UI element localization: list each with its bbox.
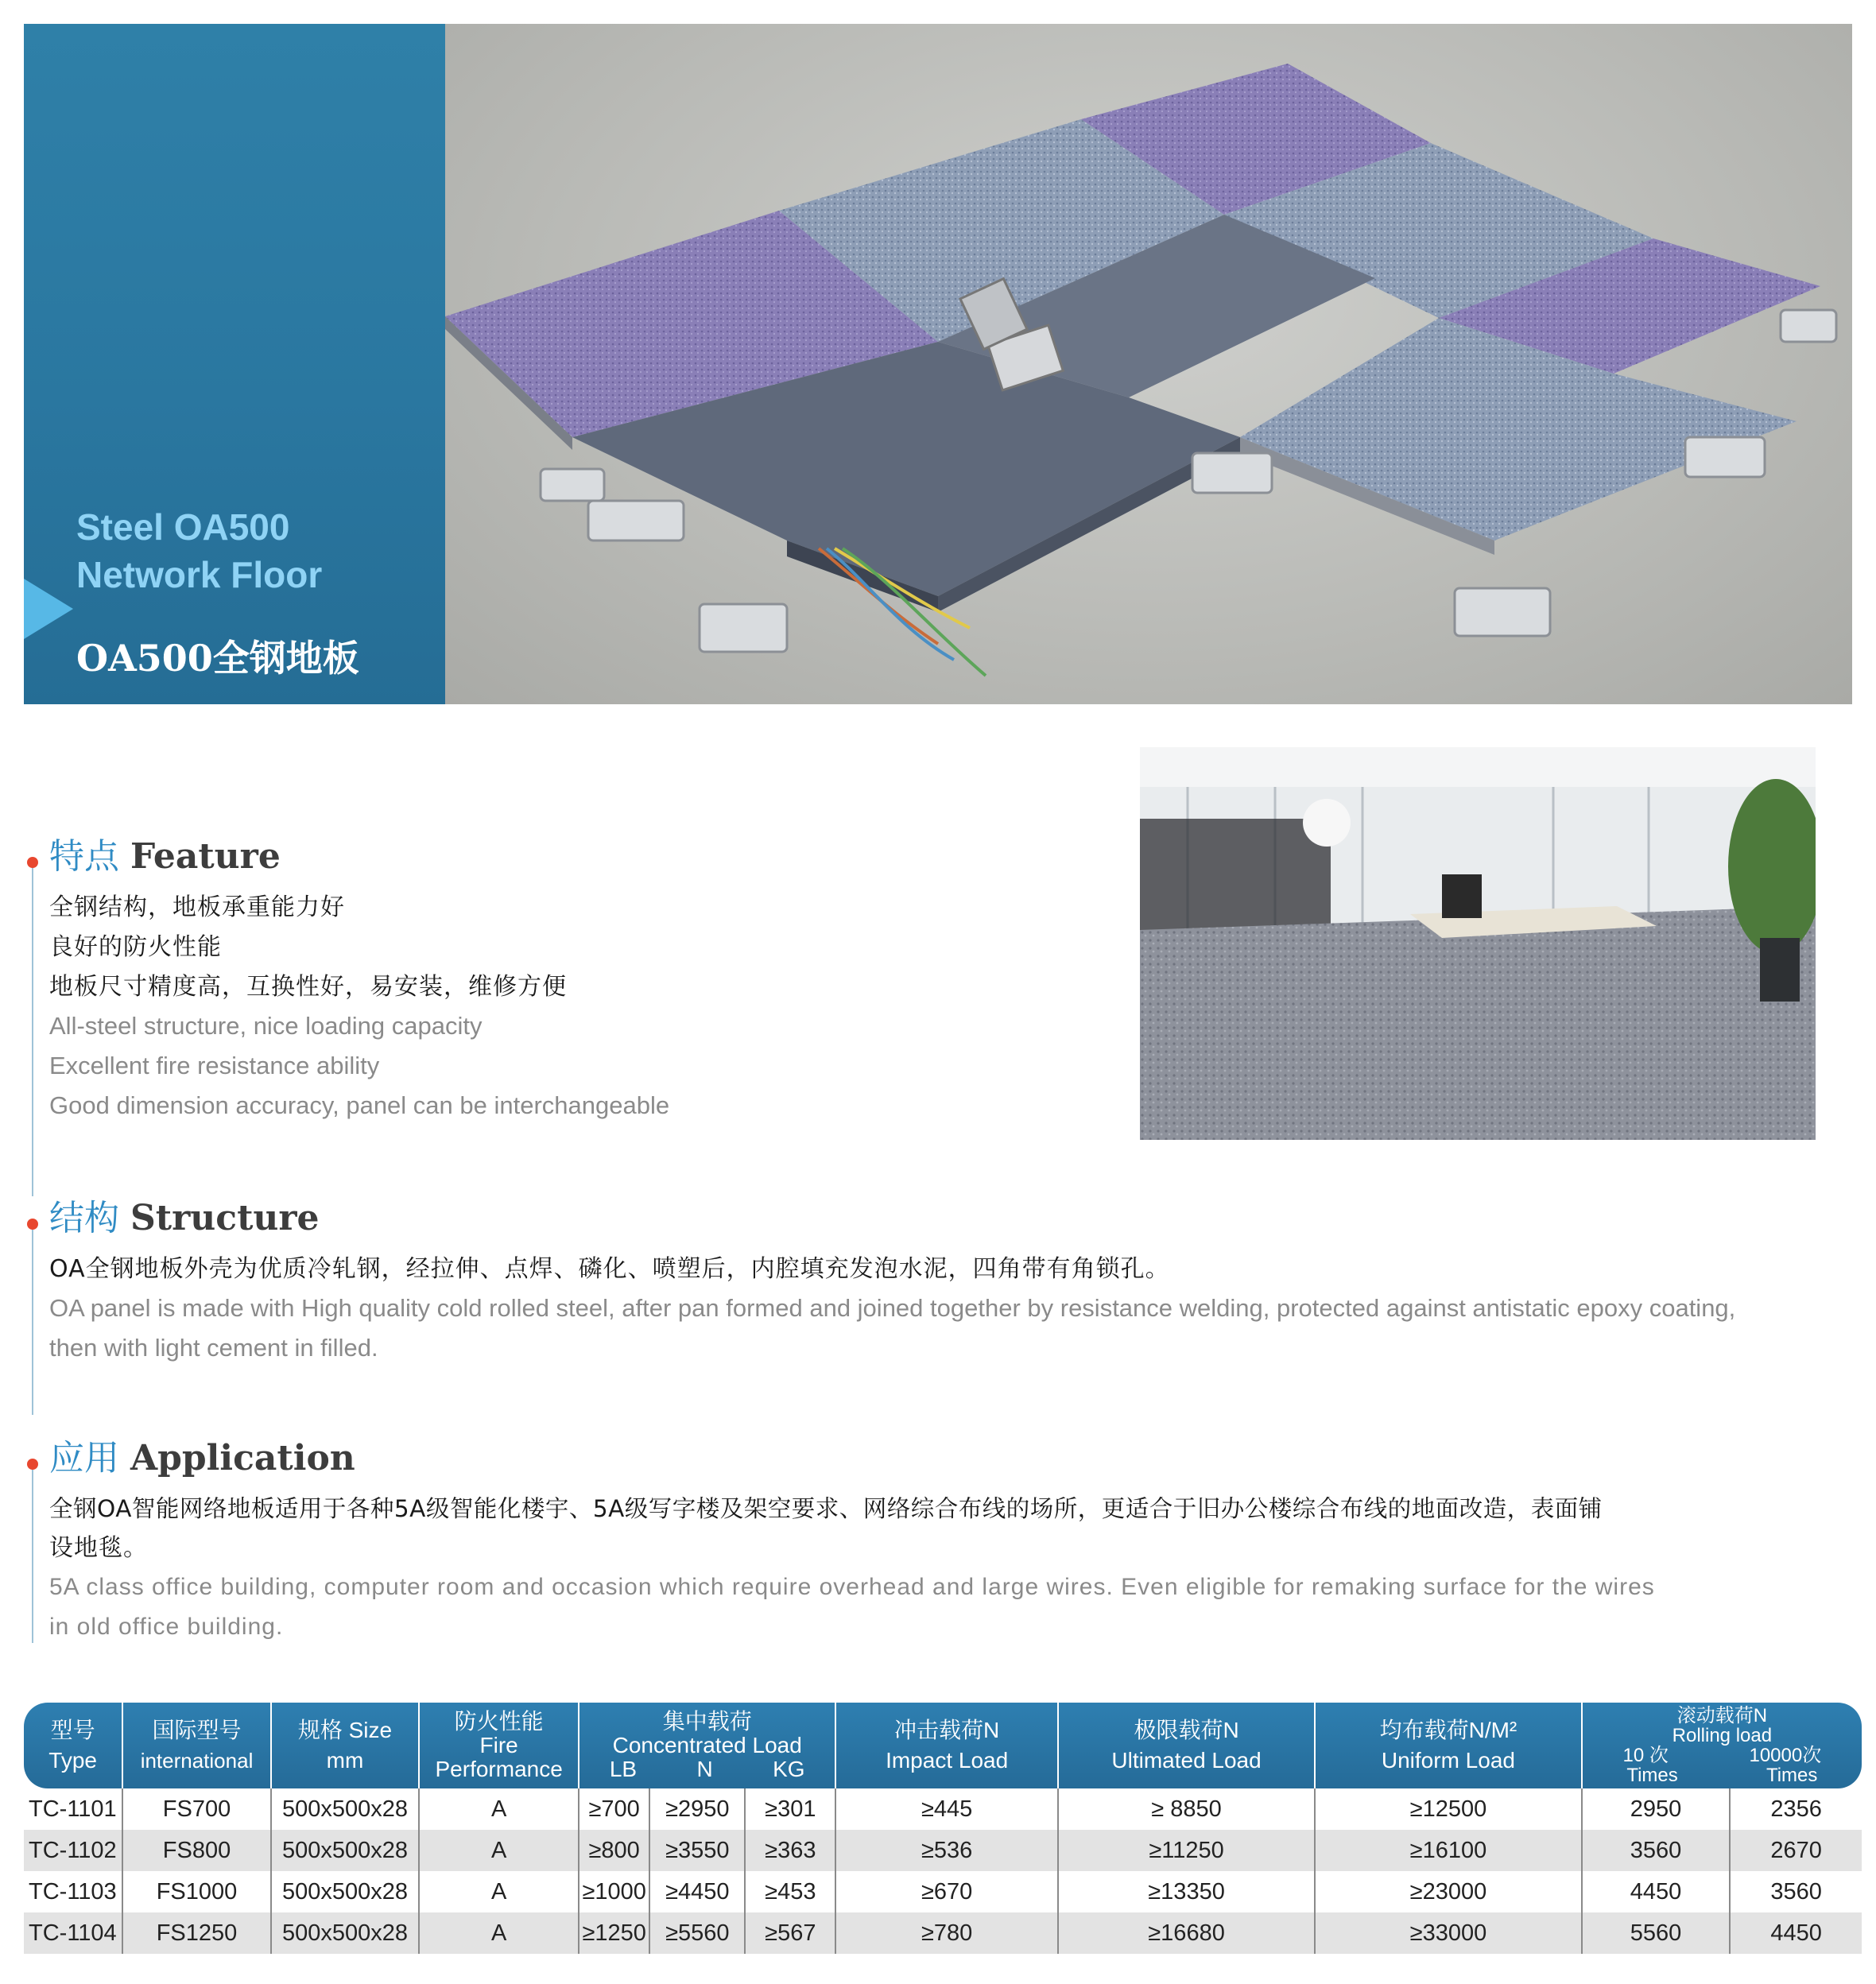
cell-conc-kg: ≥363	[745, 1830, 835, 1871]
cell-conc-kg: ≥567	[745, 1912, 835, 1954]
cell-rolling-10: 3560	[1582, 1830, 1730, 1871]
cell-rolling-10000: 3560	[1770, 1878, 1822, 1905]
cell-type: TC-1101	[24, 1788, 122, 1830]
col-rolling-en: Rolling load	[1672, 1725, 1773, 1746]
col-type-cn: 型号	[50, 1718, 95, 1742]
table-row	[24, 1912, 1862, 1954]
col-ultimated-cn: 极限载荷N	[1134, 1718, 1239, 1742]
col-size	[271, 1703, 419, 1788]
cell-rolling-10000: 2670	[1730, 1830, 1862, 1871]
col-times-label: Times	[1626, 1765, 1678, 1786]
col-type-en: Type	[48, 1748, 97, 1773]
table-row	[24, 1830, 1862, 1871]
feature-line-cn: 地板尺寸精度高，互换性好，易安装，维修方便	[49, 973, 567, 1001]
cell-rolling-10000: 2356	[1770, 1796, 1822, 1822]
cell-impact: ≥780	[835, 1912, 1058, 1954]
col-rolling-cn: 滚动载荷N	[1676, 1705, 1768, 1726]
cell-impact: ≥445	[835, 1788, 1058, 1830]
structure-heading-cn: 结构	[49, 1198, 119, 1238]
structure-text-en: then with light cement in filled.	[49, 1334, 378, 1362]
cell-conc-lb: ≥700	[579, 1788, 649, 1830]
cell-conc-lb: ≥1250	[579, 1912, 649, 1954]
application-text-en: 5A class office building, computer room and occasion which require overhead and large wires. Even eligible for remaking surface for the wires	[49, 1574, 1655, 1600]
col-concentrated-units	[579, 1757, 835, 1781]
col-uniform-en: Uniform Load	[1381, 1748, 1515, 1773]
col-impact-cn: 冲击载荷N	[894, 1718, 1000, 1742]
bullet-icon	[27, 857, 38, 868]
structure-text-cn: OA全钢地板外壳为优质冷轧钢，经拉伸、点焊、磷化、喷塑后，内腔填充发泡水泥，四角带有角锁孔。	[49, 1255, 1170, 1283]
col-rolling-times	[1583, 1765, 1862, 1785]
cell-rolling-10000: 4450	[1730, 1912, 1862, 1954]
cell-ultimated: ≥13350	[1058, 1871, 1315, 1912]
col-impact-en: Impact Load	[886, 1748, 1009, 1773]
feature-heading	[49, 835, 281, 879]
col-rolling-load	[1582, 1703, 1862, 1788]
section-divider-line	[32, 862, 33, 1196]
cell-ultimated: ≥16680	[1058, 1912, 1315, 1954]
cell-conc-n: ≥5560	[649, 1912, 745, 1954]
feature-heading-en: Feature	[130, 836, 281, 877]
cell-international: FS700	[122, 1788, 270, 1830]
structure-heading	[49, 1196, 320, 1241]
table-row	[24, 1871, 1862, 1912]
cell-rolling-10: 2950	[1582, 1788, 1730, 1830]
application-text-cn: 全钢OA智能网络地板适用于各种5A级智能化楼宇、5A级写字楼及架空要求、网络综合布线的场所，更适合于旧办公楼综合布线的地面改造，表面铺	[49, 1495, 1603, 1522]
cell-uniform: ≥16100	[1315, 1830, 1582, 1871]
col-concentrated-load	[579, 1703, 835, 1788]
cell-conc-n: ≥3550	[649, 1830, 745, 1871]
cell-type: TC-1103	[24, 1871, 122, 1912]
bullet-icon	[27, 1219, 38, 1230]
col-type	[24, 1703, 122, 1788]
arrow-icon	[24, 579, 73, 639]
col-impact-load	[835, 1703, 1058, 1788]
cell-ultimated: ≥11250	[1058, 1830, 1315, 1871]
col-ultimated-en: Ultimated Load	[1111, 1748, 1262, 1773]
col-times-label: Times	[1766, 1765, 1818, 1786]
col-concentrated-en: Concentrated Load	[612, 1733, 802, 1757]
cell-impact: ≥670	[835, 1871, 1058, 1912]
structure-heading-en: Structure	[130, 1198, 320, 1238]
col-fire	[419, 1703, 579, 1788]
section-divider-line	[32, 1464, 33, 1643]
cell-type: TC-1104	[24, 1912, 122, 1954]
hero-title-line1: Steel OA500	[76, 506, 290, 548]
cell-ultimated: ≥ 8850	[1058, 1788, 1315, 1830]
col-international-en: international	[140, 1749, 254, 1773]
col-fire-cn: 防火性能	[454, 1709, 544, 1734]
cell-fire: A	[419, 1871, 579, 1912]
col-international-cn: 国际型号	[152, 1718, 242, 1742]
cell-uniform: ≥33000	[1315, 1912, 1582, 1954]
hero-title-line2: Network Floor	[76, 554, 323, 595]
cell-uniform: ≥12500	[1315, 1788, 1582, 1830]
bullet-icon	[27, 1459, 38, 1470]
feature-line-cn: 良好的防火性能	[49, 933, 222, 961]
col-uniform-load	[1315, 1703, 1582, 1788]
cell-size: 500x500x28	[271, 1830, 419, 1871]
cell-international: FS1000	[122, 1871, 270, 1912]
col-uniform-cn: 均布载荷N/M²	[1379, 1718, 1517, 1742]
cell-fire: A	[419, 1830, 579, 1871]
cell-type: TC-1102	[24, 1830, 122, 1871]
col-fire-en1: Fire	[479, 1733, 518, 1757]
application-heading-cn: 应用	[49, 1438, 119, 1478]
cell-conc-lb: ≥1000	[579, 1871, 649, 1912]
col-rolling-10000: 10000次	[1749, 1745, 1822, 1766]
spec-table	[24, 1703, 1862, 1954]
cell-impact: ≥536	[835, 1830, 1058, 1871]
cell-rolling-10: 5560	[1582, 1912, 1730, 1954]
cell-international: FS800	[122, 1830, 270, 1871]
application-heading	[49, 1436, 355, 1481]
cell-rolling-10: 4450	[1582, 1871, 1730, 1912]
col-size-label: 规格 Size	[297, 1718, 393, 1742]
hero-title-cn: OA500全钢地板	[76, 637, 359, 680]
structure-text-en: OA panel is made with High quality cold rolled steel, after pan formed and joined together by resistance welding, protected against antistatic epoxy coating,	[49, 1294, 1736, 1322]
feature-line-en: Excellent fire resistance ability	[49, 1052, 380, 1079]
office-photo	[1140, 747, 1816, 1140]
table-row	[24, 1788, 1862, 1830]
cell-conc-lb: ≥800	[579, 1830, 649, 1871]
section-divider-line	[32, 1224, 33, 1415]
feature-heading-cn: 特点	[49, 836, 119, 877]
cell-international: FS1250	[122, 1912, 270, 1954]
application-text-cn: 设地毯。	[49, 1534, 148, 1562]
cell-size: 500x500x28	[271, 1871, 419, 1912]
cell-conc-n: ≥4450	[649, 1871, 745, 1912]
cell-uniform: ≥23000	[1315, 1871, 1582, 1912]
table-header-row	[24, 1703, 1862, 1788]
raised-floor-photo	[445, 24, 1852, 704]
cell-conc-n: ≥2950	[649, 1788, 745, 1830]
hero-title-panel	[24, 24, 445, 704]
col-rolling-10: 10 次	[1622, 1745, 1669, 1766]
col-unit-lb: LB	[609, 1757, 638, 1781]
cell-fire: A	[419, 1912, 579, 1954]
feature-line-cn: 全钢结构，地板承重能力好	[49, 893, 345, 921]
cell-size: 500x500x28	[271, 1912, 419, 1954]
application-heading-en: Application	[130, 1438, 355, 1478]
col-size-unit: mm	[326, 1748, 364, 1773]
feature-line-en: Good dimension accuracy, panel can be interchangeable	[49, 1091, 670, 1119]
col-concentrated-cn: 集中载荷	[662, 1709, 752, 1734]
cell-fire: A	[419, 1788, 579, 1830]
feature-line-en: All-steel structure, nice loading capacity	[49, 1012, 483, 1040]
col-international	[122, 1703, 270, 1788]
cell-size: 500x500x28	[271, 1788, 419, 1830]
col-unit-n: N	[696, 1757, 713, 1781]
cell-conc-kg: ≥453	[745, 1871, 835, 1912]
col-unit-kg: KG	[773, 1757, 805, 1781]
col-ultimated-load	[1058, 1703, 1315, 1788]
col-fire-en2: Performance	[435, 1757, 563, 1781]
col-rolling-counts	[1583, 1746, 1862, 1765]
cell-conc-kg: ≥301	[745, 1788, 835, 1830]
application-text-en: in old office building.	[49, 1614, 284, 1640]
